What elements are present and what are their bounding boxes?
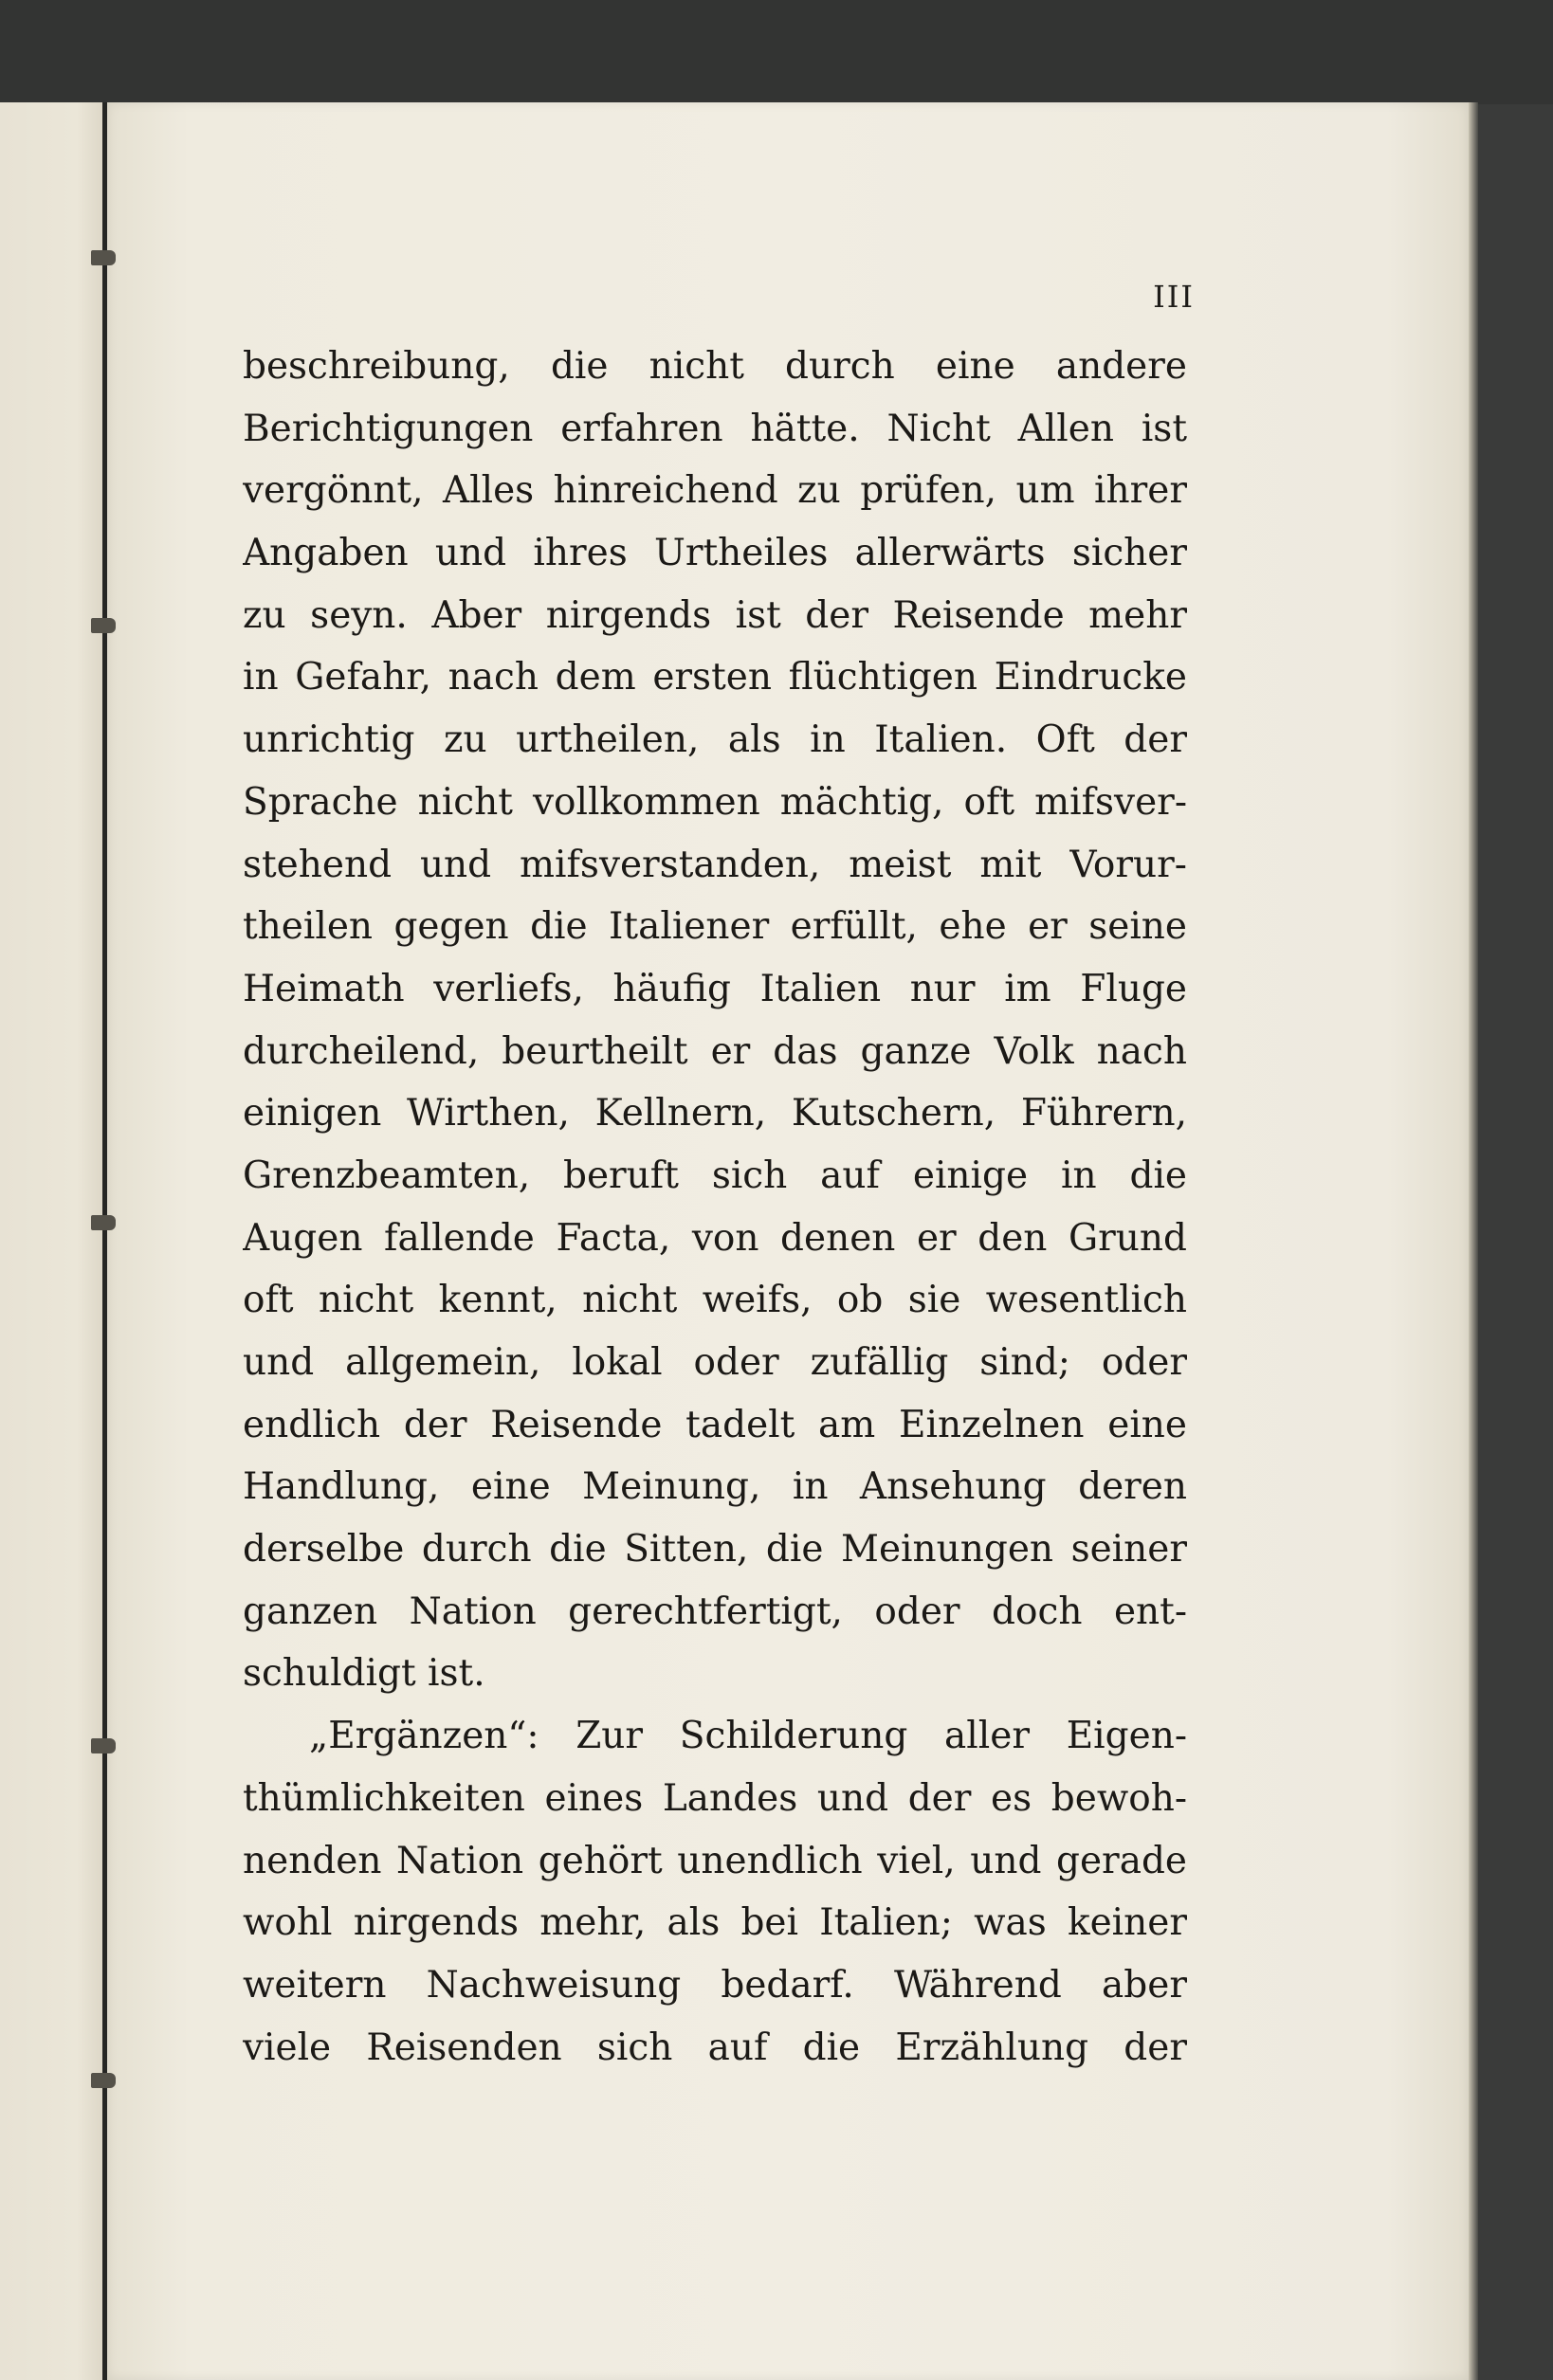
text-line: derselbe durch die Sitten, die Meinungen seiner <box>243 1528 1187 1572</box>
text-line: nenden Nation gehört unendlich viel, und gerade <box>243 1839 1187 1882</box>
text-line: und allgemein, lokal oder zufällig sind; oder <box>243 1341 1187 1384</box>
text-line: durcheilend, beurtheilt er das ganze Volk nach <box>243 1029 1187 1073</box>
text-line: ganzen Nation gerechtfertigt, oder doch ent- <box>243 1590 1187 1633</box>
text-line: unrichtig zu urtheilen, als in Italien. Oft der <box>243 718 1187 762</box>
margin-marker <box>91 250 116 265</box>
text-line: Angaben und ihres Urtheiles allerwärts sicher <box>243 532 1187 575</box>
text-line: Handlung, eine Meinung, in Ansehung deren <box>243 1465 1187 1509</box>
text-line: wohl nirgends mehr, als bei Italien; was keiner <box>243 1901 1187 1945</box>
paragraph-start-line: „Ergänzen“: Zur Schilderung aller Eigen- <box>309 1715 1187 1758</box>
text-line: zu seyn. Aber nirgends ist der Reisende mehr <box>243 593 1187 637</box>
scan-background-top <box>0 0 1553 104</box>
text-line: einigen Wirthen, Kellnern, Kutschern, Führern, <box>243 1092 1187 1135</box>
text-line: vergönnt, Alles hinreichend zu prüfen, um ihrer <box>243 469 1187 513</box>
text-line: Sprache nicht vollkommen mächtig, oft mifsver- <box>243 780 1187 824</box>
text-line: beschreibung, die nicht durch eine andere <box>243 345 1187 388</box>
margin-marker <box>91 618 116 633</box>
text-line: Augen fallende Facta, von denen er den Grund <box>243 1216 1187 1260</box>
text-line: oft nicht kennt, nicht weifs, ob sie wesentlich <box>243 1279 1187 1322</box>
text-line: endlich der Reisende tadelt am Einzelnen eine <box>243 1403 1187 1446</box>
facing-page-edge <box>0 102 110 2380</box>
page-number: III <box>1153 279 1195 315</box>
text-line: in Gefahr, nach dem ersten flüchtigen Eindrucke <box>243 656 1187 699</box>
margin-marker <box>91 1215 116 1230</box>
page-edge-shadow <box>1469 102 1478 2380</box>
text-line: Grenzbeamten, beruft sich auf einige in die <box>243 1154 1187 1197</box>
text-line: Heimath verliefs, häufig Italien nur im Fluge <box>243 967 1187 1010</box>
margin-marker <box>91 2073 116 2088</box>
body-text <box>243 336 1187 2079</box>
text-line: Berichtigungen erfahren hätte. Nicht Allen ist <box>243 407 1187 450</box>
text-line: stehend und mifsverstanden, meist mit Vorur- <box>243 843 1187 886</box>
text-line: theilen gegen die Italiener erfüllt, ehe er seine <box>243 905 1187 949</box>
paragraph-end-line: schuldigt ist. <box>243 1652 485 1696</box>
margin-marker <box>91 1738 116 1753</box>
text-line: weitern Nachweisung bedarf. Während aber <box>243 1963 1187 2007</box>
text-line: thümlichkeiten eines Landes und der es bewoh- <box>243 1776 1187 1820</box>
text-line: viele Reisenden sich auf die Erzählung der <box>243 2026 1187 2069</box>
